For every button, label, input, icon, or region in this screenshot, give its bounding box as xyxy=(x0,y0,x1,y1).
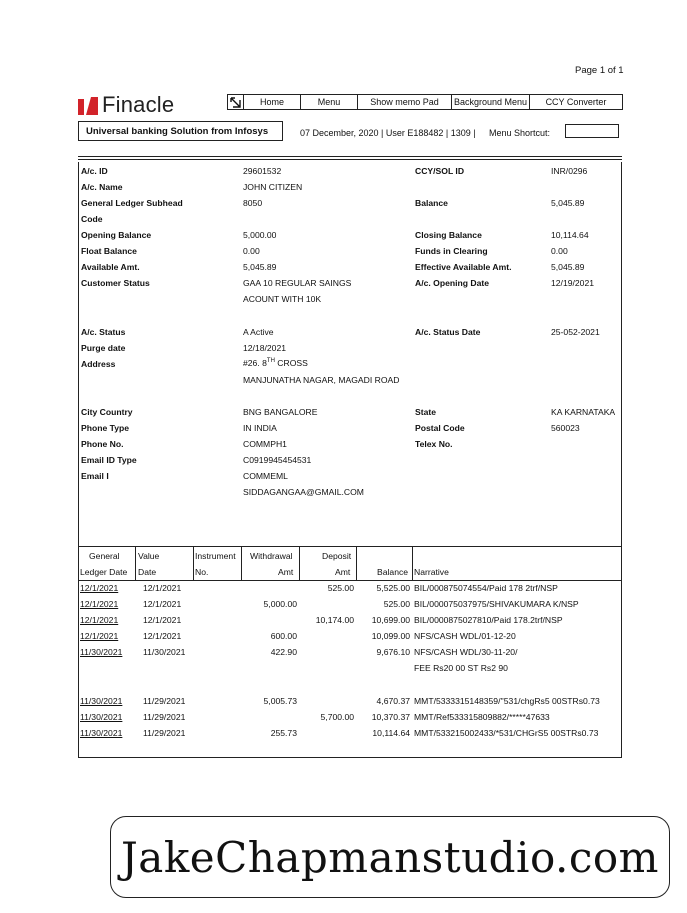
page-number: Page 1 of 1 xyxy=(575,65,624,76)
row-gl-date[interactable]: 11/30/2021 xyxy=(80,712,123,722)
table-header-border xyxy=(78,580,622,581)
row-withdrawal: 5,000.00 xyxy=(263,599,297,609)
row-balance: 10,370.37 xyxy=(371,712,410,722)
watermark-banner xyxy=(110,816,670,898)
row-narrative: NFS/CASH WDL/30-11-20/ xyxy=(414,647,518,657)
header-withdrawal: Withdrawal xyxy=(250,551,293,561)
value-address-1 xyxy=(243,358,308,368)
menu-bar xyxy=(227,94,623,110)
row-deposit: 10,174.00 xyxy=(315,615,354,625)
row-withdrawal: 422.90 xyxy=(270,647,297,657)
value-phone-no-1: COMMPH1 xyxy=(243,439,287,449)
value-email-2: SIDDAGANGAA@GMAIL.COM xyxy=(243,487,364,497)
value-opening-balance: 5,000.00 xyxy=(243,230,277,240)
menu-shortcut-label: Menu Shortcut: xyxy=(489,128,551,138)
label-ac-status: A/c. Status xyxy=(81,327,126,337)
row-balance: 9,676.10 xyxy=(376,647,410,657)
value-purge-date: 12/18/2021 xyxy=(243,343,287,353)
row-balance: 525.00 xyxy=(383,599,410,609)
row-gl-date[interactable]: 12/1/2021 xyxy=(80,599,119,609)
label-postal-code: Postal Code xyxy=(415,423,465,433)
label-email: Email I xyxy=(81,471,109,481)
value-postal-code: 560023 xyxy=(551,423,580,433)
value-customer-status-2: ACOUNT WITH 10K xyxy=(243,294,322,304)
label-city-country: City Country xyxy=(81,407,133,417)
row-narrative: MMT/5333315148359/''531/chgRs5 00STRs0.73 xyxy=(414,696,600,706)
value-balance: 5,045.89 xyxy=(551,198,585,208)
header-instrument-2: No. xyxy=(195,567,209,577)
label-opening-date: A/c. Opening Date xyxy=(415,278,490,288)
row-narrative: NFS/CASH WDL/01-12-20 xyxy=(414,631,516,641)
row-value-date: 12/1/2021 xyxy=(143,631,182,641)
row-gl-date[interactable]: 12/1/2021 xyxy=(80,583,119,593)
label-opening-balance: Opening Balance xyxy=(81,230,152,240)
col-divider xyxy=(193,546,194,580)
value-funds-clearing: 0.00 xyxy=(551,246,568,256)
table-top-border xyxy=(78,546,622,547)
label-address: Address xyxy=(81,359,116,369)
row-balance: 4,670.37 xyxy=(376,696,410,706)
header-value-date: Value xyxy=(138,551,160,561)
row-gl-date[interactable]: 11/30/2021 xyxy=(80,696,123,706)
row-deposit: 5,700.00 xyxy=(320,712,354,722)
col-divider xyxy=(135,546,136,580)
value-state: KA KARNATAKA xyxy=(551,407,616,417)
menu-ccy-converter[interactable]: CCY Converter xyxy=(529,95,622,109)
watermark-text: JakeChapmanstudio.com xyxy=(120,832,660,882)
value-ac-status: A Active xyxy=(243,327,274,337)
header-deposit: Deposit xyxy=(322,551,352,561)
arrow-icon[interactable] xyxy=(227,95,243,109)
value-address-2: MANJUNATHA NAGAR, MAGADI ROAD xyxy=(243,375,400,385)
row-value-date: 12/1/2021 xyxy=(143,599,182,609)
label-funds-clearing: Funds in Clearing xyxy=(415,246,488,256)
label-phone-type: Phone Type xyxy=(81,423,130,433)
divider xyxy=(78,159,622,160)
row-withdrawal: 5,005.73 xyxy=(263,696,297,706)
label-balance: Balance xyxy=(415,198,448,208)
label-email-id-type: Email ID Type xyxy=(81,455,137,465)
header-withdrawal-2: Amt xyxy=(278,567,294,577)
row-gl-date[interactable]: 11/30/2021 xyxy=(80,647,123,657)
row-balance: 5,525.00 xyxy=(376,583,410,593)
value-status-date: 25-052-2021 xyxy=(551,327,600,337)
row-gl-date[interactable]: 11/30/2021 xyxy=(80,728,123,738)
value-available-amt: 5,045.89 xyxy=(243,262,277,272)
row-value-date: 11/29/2021 xyxy=(143,728,186,738)
value-ccy-sol: INR/0296 xyxy=(551,166,588,176)
row-balance: 10,699.00 xyxy=(371,615,410,625)
row-narrative: BIL/000875074554/Paid 178 2trf/NSP xyxy=(414,583,558,593)
header-value-date-2: Date xyxy=(138,567,157,577)
value-float-balance: 0.00 xyxy=(243,246,260,256)
value-phone-type: IN INDIA xyxy=(243,423,277,433)
label-acid: A/c. ID xyxy=(81,166,108,176)
label-telex-no: Telex No. xyxy=(415,439,453,449)
row-narrative: FEE Rs20 00 ST Rs2 90 xyxy=(414,663,508,673)
row-gl-date[interactable]: 12/1/2021 xyxy=(80,631,119,641)
label-status-date: A/c. Status Date xyxy=(415,327,481,337)
menu-show-memo-pad[interactable]: Show memo Pad xyxy=(357,95,451,109)
value-ac-name: JOHN CITIZEN xyxy=(243,182,303,192)
row-narrative: BIL/0000875027810/Paid 178.2trf/NSP xyxy=(414,615,563,625)
value-effective-available: 5,045.89 xyxy=(551,262,585,272)
row-narrative: MMT/533215002433/*531/CHGrS5 00STRs0.73 xyxy=(414,728,599,738)
header-deposit-2: Amt xyxy=(335,567,351,577)
menu-shortcut-input[interactable] xyxy=(565,124,619,138)
value-city-country: BNG BANGALORE xyxy=(243,407,318,417)
label-ccy-sol: CCY/SOL ID xyxy=(415,166,465,176)
col-divider xyxy=(412,546,413,580)
menu-background-menu[interactable]: Background Menu xyxy=(451,95,529,109)
row-deposit: 525.00 xyxy=(327,583,354,593)
col-divider xyxy=(299,546,300,580)
label-state: State xyxy=(415,407,437,417)
row-withdrawal: 255.73 xyxy=(270,728,297,738)
label-customer-status: Customer Status xyxy=(81,278,150,288)
row-narrative: BIL/000075037975/SHIVAKUMARA K/NSP xyxy=(414,599,579,609)
row-value-date: 12/1/2021 xyxy=(143,583,182,593)
col-divider xyxy=(241,546,242,580)
label-code: Code xyxy=(81,214,103,224)
menu-menu[interactable]: Menu xyxy=(300,95,357,109)
label-gl-subhead: General Ledger Subhead xyxy=(81,198,183,208)
label-float-balance: Float Balance xyxy=(81,246,137,256)
col-divider xyxy=(356,546,357,580)
row-balance: 10,114.64 xyxy=(372,728,410,738)
address-line-1-end: CROSS xyxy=(274,358,308,368)
value-closing-balance: 10,114.64 xyxy=(551,230,589,240)
label-phone-no: Phone No. xyxy=(81,439,124,449)
row-balance: 10,099.00 xyxy=(371,631,410,641)
row-withdrawal: 600.00 xyxy=(270,631,297,641)
row-gl-date[interactable]: 12/1/2021 xyxy=(80,615,119,625)
divider xyxy=(78,156,622,157)
address-superscript: TH xyxy=(266,358,275,365)
row-value-date: 11/30/2021 xyxy=(143,647,186,657)
user-info: 07 December, 2020 | User E188482 | 1309 | xyxy=(300,128,476,138)
value-gl-subhead: 8050 xyxy=(243,198,263,208)
finacle-logo xyxy=(78,94,174,116)
header-narrative: Narrative xyxy=(414,567,449,577)
value-phone-no-2: C0919945454531 xyxy=(243,455,312,465)
header-gl-date-2: Ledger Date xyxy=(80,567,128,577)
label-effective-available: Effective Available Amt. xyxy=(415,262,512,272)
finacle-logo-icon xyxy=(78,95,98,115)
logo-text: Finacle xyxy=(102,92,175,117)
row-value-date: 11/29/2021 xyxy=(143,696,186,706)
account-details-panel xyxy=(78,162,622,758)
label-closing-balance: Closing Balance xyxy=(415,230,482,240)
row-value-date: 11/29/2021 xyxy=(143,712,186,722)
header-balance: Balance xyxy=(377,567,409,577)
address-line-1-start: #26. 8 xyxy=(243,358,267,368)
row-narrative: MMT/Ref533315809882/*****47633 xyxy=(414,712,550,722)
label-available-amt: Available Amt. xyxy=(81,262,140,272)
value-email-1: COMMEML xyxy=(243,471,288,481)
label-purge-date: Purge date xyxy=(81,343,126,353)
value-opening-date: 12/19/2021 xyxy=(551,278,595,288)
tagline: Universal banking Solution from Infosys xyxy=(78,121,283,141)
label-ac-name: A/c. Name xyxy=(81,182,123,192)
header-instrument: Instrument xyxy=(195,551,236,561)
menu-home[interactable]: Home xyxy=(243,95,300,109)
value-acid: 29601532 xyxy=(243,166,282,176)
header-gl-date: General xyxy=(89,551,120,561)
value-customer-status-1: GAA 10 REGULAR SAINGS xyxy=(243,278,352,288)
row-value-date: 12/1/2021 xyxy=(143,615,182,625)
